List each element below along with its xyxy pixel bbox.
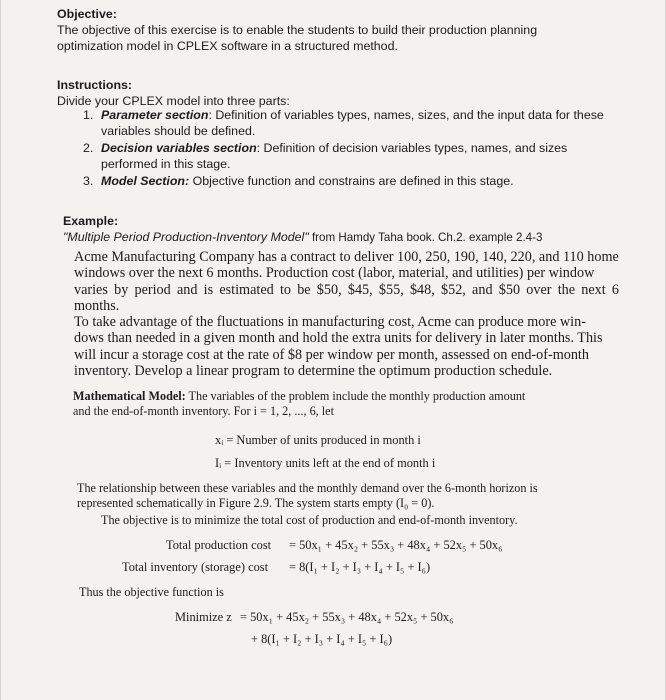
instructions-section [57,77,657,109]
problem-line: Acme Manufacturing Company has a contract to deliver 100, 250, 190, 140, 220, and 110 home [74,249,619,265]
minimize-expression-line-1: = 50x₁ + 45x₂ + 55x₃ + 48x₄ + 52x₅ + 50x₆ [240,610,454,624]
objective-line-1: The objective of this exercise is to enable the students to build their production planning [57,23,538,37]
objective-statement: The objective is to minimize the total cost of production and end-of-month inventory. [101,513,518,527]
minimize-expression-line-2: + 8(I₁ + I₂ + I₃ + I₄ + I₅ + I₆) [251,632,393,646]
problem-line: windows over the next 6 months. Production cost (labor, material, and utilities) per window [74,265,595,282]
list-item: 2. Decision variables section: Definition of decision variables types, names, and sizes [83,141,568,155]
instructions-heading: Instructions: [57,78,133,92]
thus-statement: Thus the objective function is [79,585,224,599]
problem-line: dows than needed in a given month and hold the extra units for delivery in later months. This [74,330,603,347]
list-item-continuation: performed in this stage. [101,157,231,171]
objective-section [57,6,657,54]
problem-line: To take advantage of the fluctuations in manufacturing cost, Acme can produce more win- [74,314,586,331]
minimize-label: Minimize z [175,610,232,624]
model-heading: Mathematical Model: [73,389,186,403]
example-source: "Multiple Period Production-Inventory Model" from Hamdy Taha book. Ch.2. example 2.4-3 [63,230,543,244]
list-item: 3. Model Section: Objective function and constrains are defined in this stage. [83,174,514,188]
definition-x: xᵢ = Number of units produced in month i [215,433,421,447]
item-label: Decision variables section [101,141,257,155]
problem-line: inventory. Develop a linear program to determine the optimum production schedule. [74,363,553,380]
production-cost-label: Total production cost [166,538,272,552]
inventory-cost-label: Total inventory (storage) cost [122,560,269,574]
list-item-continuation: variables should be defined. [101,124,256,138]
problem-line: will incur a storage cost at the rate of $8 per window per month, assessed on end-of-month [74,346,589,363]
example-section [63,213,663,246]
inventory-cost-expression: = 8(I₁ + I₂ + I₃ + I₄ + I₅ + I₆) [289,560,431,574]
item-label: Parameter section [101,108,209,122]
problem-line: varies by period and is estimated to be $50, $45, $55, $48, $52, and $50 over the next 6 months. [74,281,619,314]
example-problem-text [74,249,619,379]
definition-inventory: Iᵢ = Inventory units left at the end of month i [215,456,436,470]
production-cost-expression: = 50x₁ + 45x₂ + 55x₃ + 48x₄ + 52x₅ + 50x₆ [289,538,503,552]
objective-line-2: optimization model in CPLEX software in a structured method. [57,39,398,53]
objective-heading: Objective: [57,7,117,21]
model-line-2: and the end-of-month inventory. For i = 1, 2, ..., 6, let [73,404,334,418]
example-heading: Example: [63,214,119,228]
instructions-list [83,107,653,189]
list-item: 1. Parameter section: Definition of variables types, names, sizes, and the input data for these [83,108,604,122]
model-intro: Mathematical Model: The variables of the problem include the monthly production amount and the end-of-month inventory. For i = 1, 2, ..., 6, let [73,389,623,419]
relationship-text: The relationship between these variables and the monthly demand over the 6-month horizon is represented schematically in Figure 2.9. The system starts empty (I₀ = 0). [77,481,538,510]
instructions-intro: Divide your CPLEX model into three parts: [57,94,290,108]
item-label: Model Section: [101,174,190,188]
